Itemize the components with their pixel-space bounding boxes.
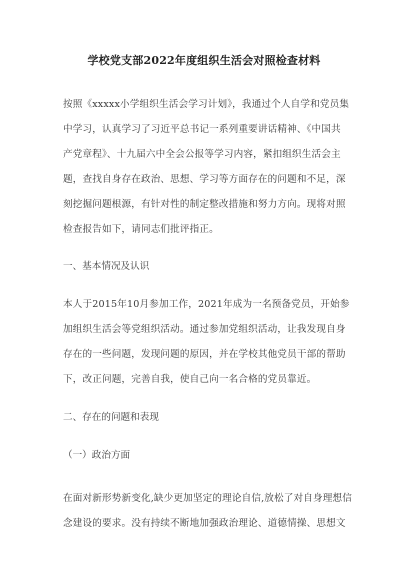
- section-heading: 一、基本情况及认识: [63, 261, 150, 272]
- intro-line: 刻挖掘问题根源，有针对性的制定整改措施和努力方向。现将对照: [63, 199, 346, 210]
- subsection-body-line: 念建设的要求。没有持续不断地加强政治理论、道德情操、思想文: [63, 518, 346, 529]
- intro-line: 检查报告如下，请同志们批评指正。: [63, 224, 219, 235]
- intro-line: 按照《xxxxx小学组织生活会学习计划》，我通过个人自学和党员集: [63, 99, 350, 110]
- section-body-line: 下，改正问题，完善自我，使自己向一名合格的党员靠近。: [63, 374, 317, 385]
- section-heading: 二、存在的问题和表现: [63, 412, 159, 423]
- subsection-body-line: 在面对新形势新变化,缺少更加坚定的理论自信,放松了对自身理想信: [63, 493, 352, 504]
- subsection-heading: （一）政治方面: [63, 450, 131, 461]
- document-title: 学校党支部2022年度组织生活会对照检查材料: [87, 54, 321, 67]
- section-body-line: 加组织生活会等党组织活动。通过参加党组织活动，让我发现自身: [63, 324, 346, 335]
- intro-line: 中学习，认真学习了习近平总书记一系列重要讲话精神、《中国共: [63, 124, 341, 135]
- intro-line: 产党章程》、十九届六中全会公报等学习内容，紧扣组织生活会主: [63, 149, 341, 160]
- section-body-line: 存在的一些问题，发现问题的原因，并在学校其他党员干部的帮助: [63, 349, 346, 360]
- section-body-line: 本人于2015年10月参加工作，2021年成为一名预备党员，开始参: [63, 299, 350, 310]
- intro-line: 题，查找自身存在政治、思想、学习等方面存在的问题和不足，深: [63, 174, 346, 185]
